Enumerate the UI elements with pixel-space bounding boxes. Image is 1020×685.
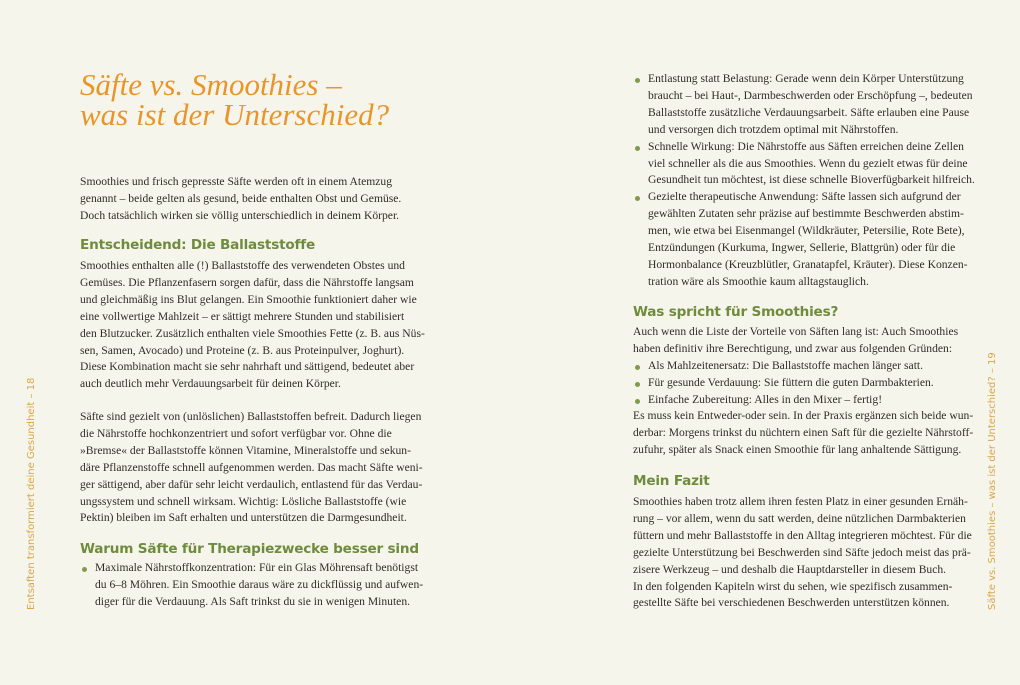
bullet-list-saefte	[633, 71, 975, 291]
text-line: zisere Werkzeug – und deshalb die Hauptdarsteller in diesem Buch.	[633, 562, 947, 576]
text-line: ungssystem und schnell wirksam. Wichtig: Lösliche Ballaststoffe (wie	[80, 494, 407, 508]
intro-smoothies	[633, 324, 958, 358]
text-line: derbar: Morgens trinkst du nüchtern einen Saft für die gezielte Nährstoff-	[633, 425, 974, 439]
text-line: genannt – beide gelten als gesund, beide enthalten Obst und Gemüse.	[80, 191, 402, 205]
heading-fazit: Mein Fazit	[633, 473, 710, 489]
text-line: zufuhr, später als Snack einen Smoothie für lang anhaltende Sättigung.	[633, 442, 962, 456]
text-line: men, wie etwa bei Eisenmangel (Wildkräuter, Petersilie, Rote Bete),	[648, 224, 965, 238]
intro-paragraph	[80, 174, 401, 225]
list-item	[633, 189, 975, 290]
text-line: Doch tatsächlich wirken sie völlig unterschiedlich in deinem Körper.	[80, 208, 400, 222]
heading-smoothies: Was spricht für Smoothies?	[633, 304, 839, 320]
text-line: diger für die Verdauung. Als Saft trinkst du sie in wenigen Minuten.	[95, 594, 411, 608]
text-line: Smoothies haben trotz allem ihren festen Platz in einer gesunden Ernäh-	[633, 495, 968, 508]
text-line: Maximale Nährstoffkonzentration: Für ein Glas Möhrensaft benötigst	[95, 561, 419, 574]
text-line: Es muss kein Entweder-oder sein. In der Praxis ergänzen sich beide wun-	[633, 409, 974, 422]
text-line: eine vollwertige Mahlzeit – er sättigt mehrere Stunden und stabilisiert	[80, 309, 405, 323]
bullet-icon	[635, 365, 640, 370]
list-item	[633, 358, 934, 375]
text-line: ger sättigend, aber dafür sehr leicht verdaulich, entlastend für das Verdau-	[80, 477, 423, 491]
paragraph-praxis	[633, 408, 973, 459]
text-line: In den folgenden Kapiteln wirst du sehen, wie spezifisch zusammen-	[633, 579, 953, 593]
text-line: braucht – bei Haut-, Darmbeschwerden oder Erschöpfung –, bedeuten	[648, 88, 973, 102]
text-line: haben definitiv ihre Berechtigung, und zwar aus folgenden Gründen:	[633, 341, 953, 355]
chapter-title	[80, 67, 390, 132]
text-line: gestellte Säfte bei verschiedenen Beschwerden unterstützen können.	[633, 596, 950, 610]
text-line: Entzündungen (Kurkuma, Ingwer, Sellerie, Blattgrün) oder für die	[648, 241, 956, 255]
paragraph-saefte	[80, 409, 423, 527]
text-line: Einfache Zubereitung: Alles in den Mixer – fertig!	[648, 392, 883, 406]
text-line: auch deutlich mehr Verdauungsarbeit für deinen Körper.	[80, 377, 341, 391]
text-line: Hormonbalance (Kreuzblütler, Granatapfel, Kräuter). Diese Konzen-	[648, 257, 968, 271]
text-line: Für gesunde Verdauung: Sie füttern die guten Darmbakterien.	[648, 375, 934, 389]
bullet-icon	[635, 78, 640, 83]
bullet-icon	[635, 146, 640, 151]
text-line: Gezielte therapeutische Anwendung: Säfte lassen sich aufgrund der	[648, 190, 961, 204]
bullet-icon	[635, 196, 640, 201]
list-item	[633, 375, 934, 392]
text-line: Gemüses. Die Pflanzenfasern sorgen dafür, dass die Nährstoffe langsam	[80, 275, 414, 289]
paragraph-smoothies	[80, 258, 425, 393]
text-line: rung – vor allem, wenn du satt werden, deine nützlichen Darmbakterien	[633, 511, 966, 525]
text-line: und versorgen dich trotzdem optimal mit Nährstoffen.	[648, 122, 899, 136]
text-line: die Nährstoffe hochkonzentriert und sofort verfügbar vor. Ohne die	[80, 426, 392, 440]
text-line: Pektin) bleiben im Saft erhalten und unterstützen die Darmgesundheit.	[80, 511, 407, 525]
text-line: und gleichmäßig ins Blut gelangen. Ein Smoothie funktioniert daher wie	[80, 292, 417, 306]
text-line: viel schneller als die aus Smoothies. Wenn du gezielt etwas für deine	[648, 156, 968, 170]
bullet-list-smoothies	[633, 358, 934, 409]
text-line: Säfte sind gezielt von (unlöslichen) Ballaststoffen befreit. Dadurch liegen	[80, 410, 422, 423]
paragraph-fazit	[633, 494, 972, 612]
list-item	[633, 139, 975, 190]
text-line: gezielte Unterstützung bei Beschwerden sind Säfte jedoch meist das prä-	[633, 545, 971, 559]
list-item	[633, 71, 975, 139]
title-line: was ist der Unterschied?	[80, 97, 390, 132]
text-line: »Bremse« der Ballaststoffe können Vitamine, Mineralstoffe und sekun-	[80, 443, 411, 457]
heading-therapiezwecke: Warum Säfte für Therapiezwecke besser sind	[80, 541, 419, 557]
list-item	[633, 392, 934, 409]
bullet-icon	[635, 382, 640, 387]
running-head-right: Säfte vs. Smoothies – was ist der Unterschied? – 19	[987, 352, 998, 610]
bullet-icon	[82, 567, 87, 572]
text-line: Smoothies und frisch gepresste Säfte werden oft in einem Atemzug	[80, 175, 392, 188]
text-line: Entlastung statt Belastung: Gerade wenn dein Körper Unterstützung	[648, 72, 964, 85]
text-line: Als Mahlzeitenersatz: Die Ballaststoffe machen länger satt.	[648, 359, 924, 372]
text-line: Gesundheit tun möchtest, ist diese schnelle Bioverfügbarkeit hilfreich.	[648, 173, 975, 187]
title-line: Säfte vs. Smoothies –	[80, 67, 342, 102]
text-line: füttern und mehr Ballaststoffe in den Alltag integrieren möchtest. Für die	[633, 528, 972, 542]
heading-ballaststoffe: Entscheidend: Die Ballaststoffe	[80, 237, 315, 253]
text-line: däre Pflanzenstoffe schnell aufgenommen werden. Das macht Säfte weni-	[80, 460, 423, 474]
text-line: Ballaststoffe zusätzliche Verdauungsarbeit. Säfte erlauben eine Pause	[648, 105, 970, 119]
text-line: Schnelle Wirkung: Die Nährstoffe aus Säften erreichen deine Zellen	[648, 139, 964, 153]
running-head-left: Entsaften transformiert deine Gesundheit – 18	[26, 377, 37, 610]
text-line: du 6–8 Möhren. Ein Smoothie daraus wäre zu dickflüssig und aufwen-	[95, 577, 424, 591]
text-line: gewählten Zutaten sehr präzise auf bestimmte Beschwerden abstim-	[648, 207, 964, 221]
text-line: tration wäre als Smoothie kaum alltagstauglich.	[648, 274, 869, 288]
list-item	[80, 560, 423, 611]
text-line: sen, Samen, Avocado) und Proteine (z. B. aus Proteinpulver, Joghurt).	[80, 343, 405, 357]
text-line: den Blutzucker. Zusätzlich enthalten viele Smoothies Fette (z. B. aus Nüs-	[80, 326, 425, 340]
text-line: Auch wenn die Liste der Vorteile von Säften lang ist: Auch Smoothies	[633, 325, 959, 338]
bullet-list	[80, 560, 423, 611]
text-line: Diese Kombination macht sie sehr nahrhaft und sättigend, bedeutet aber	[80, 360, 415, 374]
right-page	[510, 0, 1020, 685]
text-line: Smoothies enthalten alle (!) Ballaststoffe des verwendeten Obstes und	[80, 259, 405, 272]
bullet-icon	[635, 399, 640, 404]
